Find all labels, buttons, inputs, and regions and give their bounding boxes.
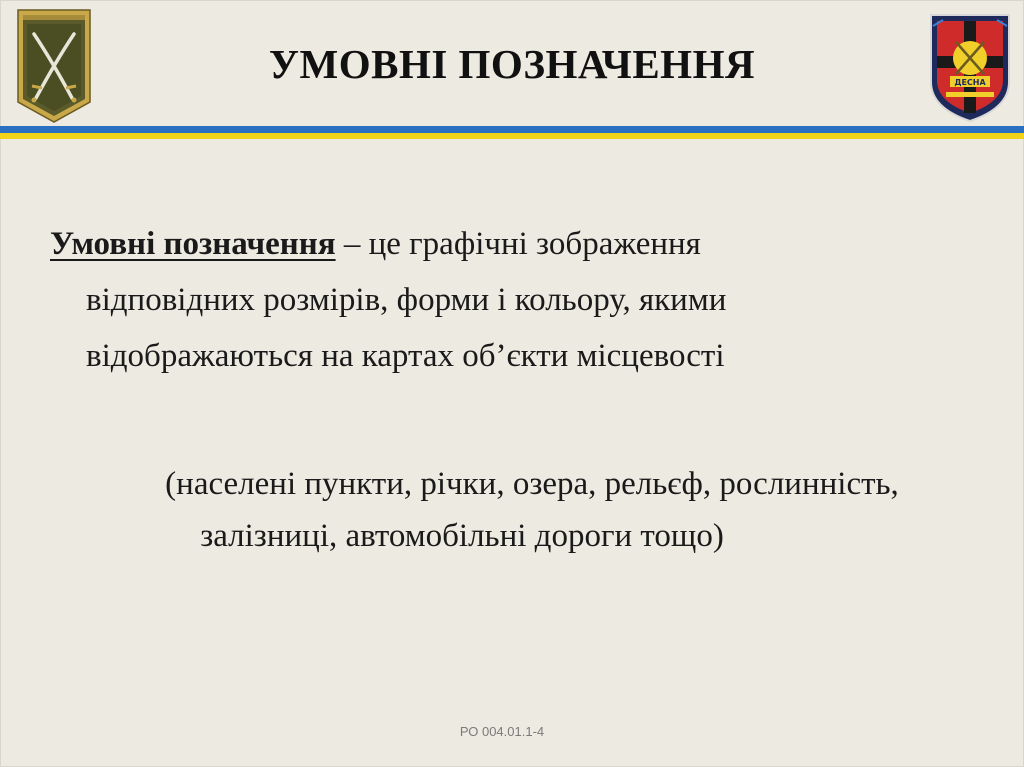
definition-line-3: відображаються на картах об’єкти місцевості	[86, 338, 725, 374]
stripe-blue	[0, 126, 1024, 133]
examples-line-2: залізниці, автомобільні дороги тощо)	[200, 518, 724, 554]
definition-paragraph	[40, 216, 990, 384]
definition-line-1-rest: – це графічні зображення	[335, 226, 701, 262]
stripe-yellow	[0, 133, 1024, 139]
examples-paragraph	[0, 458, 1024, 562]
examples-line-1: (населені пункти, річки, озера, рельєф, рослинність,	[165, 466, 899, 502]
desna-training-center-emblem-icon	[928, 12, 1012, 124]
definition-line-2: відповідних розмірів, форми і кольору, якими	[86, 282, 727, 318]
definition-line-1	[40, 216, 990, 272]
slide-header	[0, 0, 1024, 140]
emblem-label: ДЕСНА	[954, 78, 986, 87]
slide-footer-code: РО 004.01.1-4	[459, 724, 545, 739]
definition-term: Умовні позначення	[50, 226, 336, 262]
page-title: УМОВНІ ПОЗНАЧЕННЯ	[268, 41, 756, 87]
